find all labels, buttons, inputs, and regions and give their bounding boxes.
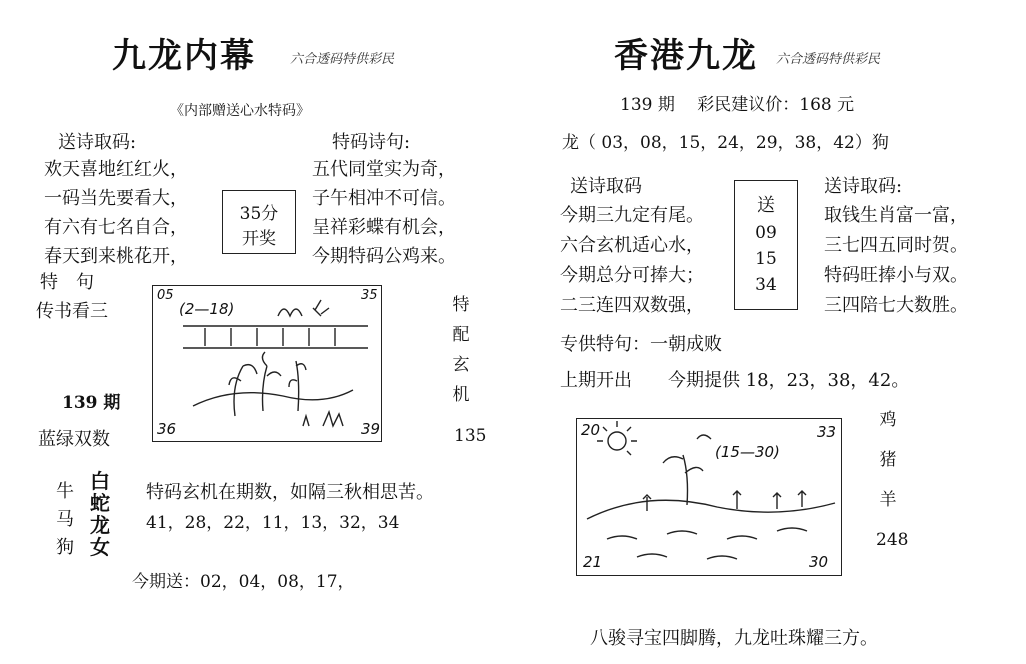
animal-char: 羊 [879, 490, 897, 510]
vertical-label [450, 290, 472, 410]
poem-line: 取钱生肖富一富， [824, 205, 968, 226]
box-line-1: 35分 [239, 204, 279, 224]
animal-char: 狗 [56, 537, 74, 558]
box-line-2: 开奖 [242, 229, 276, 249]
poem-line: 有六有七名自合， [44, 217, 188, 238]
right-head-left: 送诗取码 [570, 176, 642, 197]
left-title: 九龙内幕 [112, 36, 256, 76]
pic-num-tr: 33 [817, 423, 837, 441]
left-period: 139 期 [62, 393, 121, 413]
right-subtitle: 六合透码特供彩民 [776, 52, 881, 67]
animal-char: 马 [56, 509, 74, 530]
left-notice: 《内部赠送心水特码》 [170, 103, 310, 119]
left-poem-right [312, 155, 456, 271]
today-numbers: 今期送：02，04，08，17， [132, 572, 355, 592]
animals-big [90, 470, 110, 558]
right-period-line: 139 期 彩民建议价：168 元 [620, 95, 855, 115]
vertical-char: 机 [452, 385, 470, 405]
pic-range: (15—30) [715, 443, 780, 461]
right-head-right: 送诗取码: [824, 176, 903, 197]
pic-num-tl: 05 [157, 288, 174, 303]
pic-range: (2—18) [179, 300, 235, 318]
poem-line: 六合玄机适心水， [560, 235, 704, 256]
left-numbers: 41，28，22，11，13，32，34 [146, 513, 400, 533]
send-box-item: 09 [755, 223, 777, 243]
right-title: 香港九龙 [614, 36, 758, 76]
poem-line: 今期总分可捧大； [560, 265, 704, 286]
send-box [734, 180, 798, 310]
right-illustration [576, 418, 842, 576]
right-sketch [577, 419, 841, 575]
poem-line: 特码旺捧小与双。 [824, 265, 968, 286]
poem-line: 三四陪七大数胜。 [824, 295, 968, 316]
pic-num-bl: 21 [583, 553, 603, 571]
last-period: 上期开出 今期提供 18，23，38，42。 [560, 370, 910, 391]
left-illustration [152, 285, 382, 442]
color-text: 蓝绿双数 [38, 429, 110, 450]
poem-line: 一码当先要看大， [44, 188, 188, 209]
vertical-char: 特 [452, 295, 470, 315]
poem-line: 欢天喜地红红火， [44, 159, 188, 180]
animal-char: 牛 [56, 481, 74, 502]
left-sketch [153, 286, 381, 441]
left-poem-left [44, 155, 188, 271]
send-box-item: 15 [755, 249, 777, 269]
draw-time-box [222, 190, 296, 254]
animal-char-big: 白 [90, 469, 110, 493]
animal-char: 猪 [879, 450, 897, 470]
right-poem-left [560, 201, 704, 321]
left-poem-head-left: 送诗取码: [58, 132, 137, 153]
pic-num-tr: 35 [361, 288, 378, 303]
left-subtitle: 六合透码特供彩民 [290, 52, 395, 67]
footer-poem: 八骏寻宝四脚腾，九龙吐珠耀三方。 [590, 628, 878, 649]
send-box-item: 34 [755, 275, 777, 295]
animal-char-big: 女 [90, 535, 110, 559]
pic-num-bl: 36 [157, 420, 177, 438]
vertical-number: 135 [454, 426, 487, 446]
right-side-number: 248 [876, 530, 909, 550]
riddle: 特码玄机在期数，如隔三秋相思苦。 [146, 482, 434, 503]
special-text: 传书看三 [36, 301, 108, 322]
animals-small [56, 478, 74, 562]
vertical-char: 配 [452, 325, 470, 345]
pic-num-tl: 20 [581, 421, 601, 439]
poem-line: 呈祥彩蝶有机会， [312, 217, 456, 238]
special-label: 特 句 [40, 272, 94, 293]
pic-num-br: 39 [361, 420, 381, 438]
vertical-char: 玄 [452, 355, 470, 375]
dragon-line: 龙（ 03，08，15，24，29，38，42）狗 [562, 133, 889, 153]
poem-line: 今期三九定有尾。 [560, 205, 704, 226]
poem-line: 今期特码公鸡来。 [312, 246, 456, 267]
right-poem-right [824, 201, 968, 321]
poem-line: 三七四五同时贺。 [824, 235, 968, 256]
animal-char-big: 龙 [90, 513, 110, 537]
pic-num-br: 30 [809, 553, 829, 571]
send-box-item: 送 [757, 195, 775, 216]
poem-line: 二三连四双数强， [560, 295, 704, 316]
poem-line: 春天到来桃花开， [44, 246, 188, 267]
left-poem-head-right: 特码诗句: [332, 132, 411, 153]
right-animals [876, 400, 900, 520]
animal-char: 鸡 [879, 410, 897, 430]
animal-char-big: 蛇 [90, 491, 110, 515]
poem-line: 五代同堂实为奇， [312, 159, 456, 180]
right-special: 专供特句：一朝成败 [560, 334, 722, 355]
poem-line: 子午相冲不可信。 [312, 188, 456, 209]
